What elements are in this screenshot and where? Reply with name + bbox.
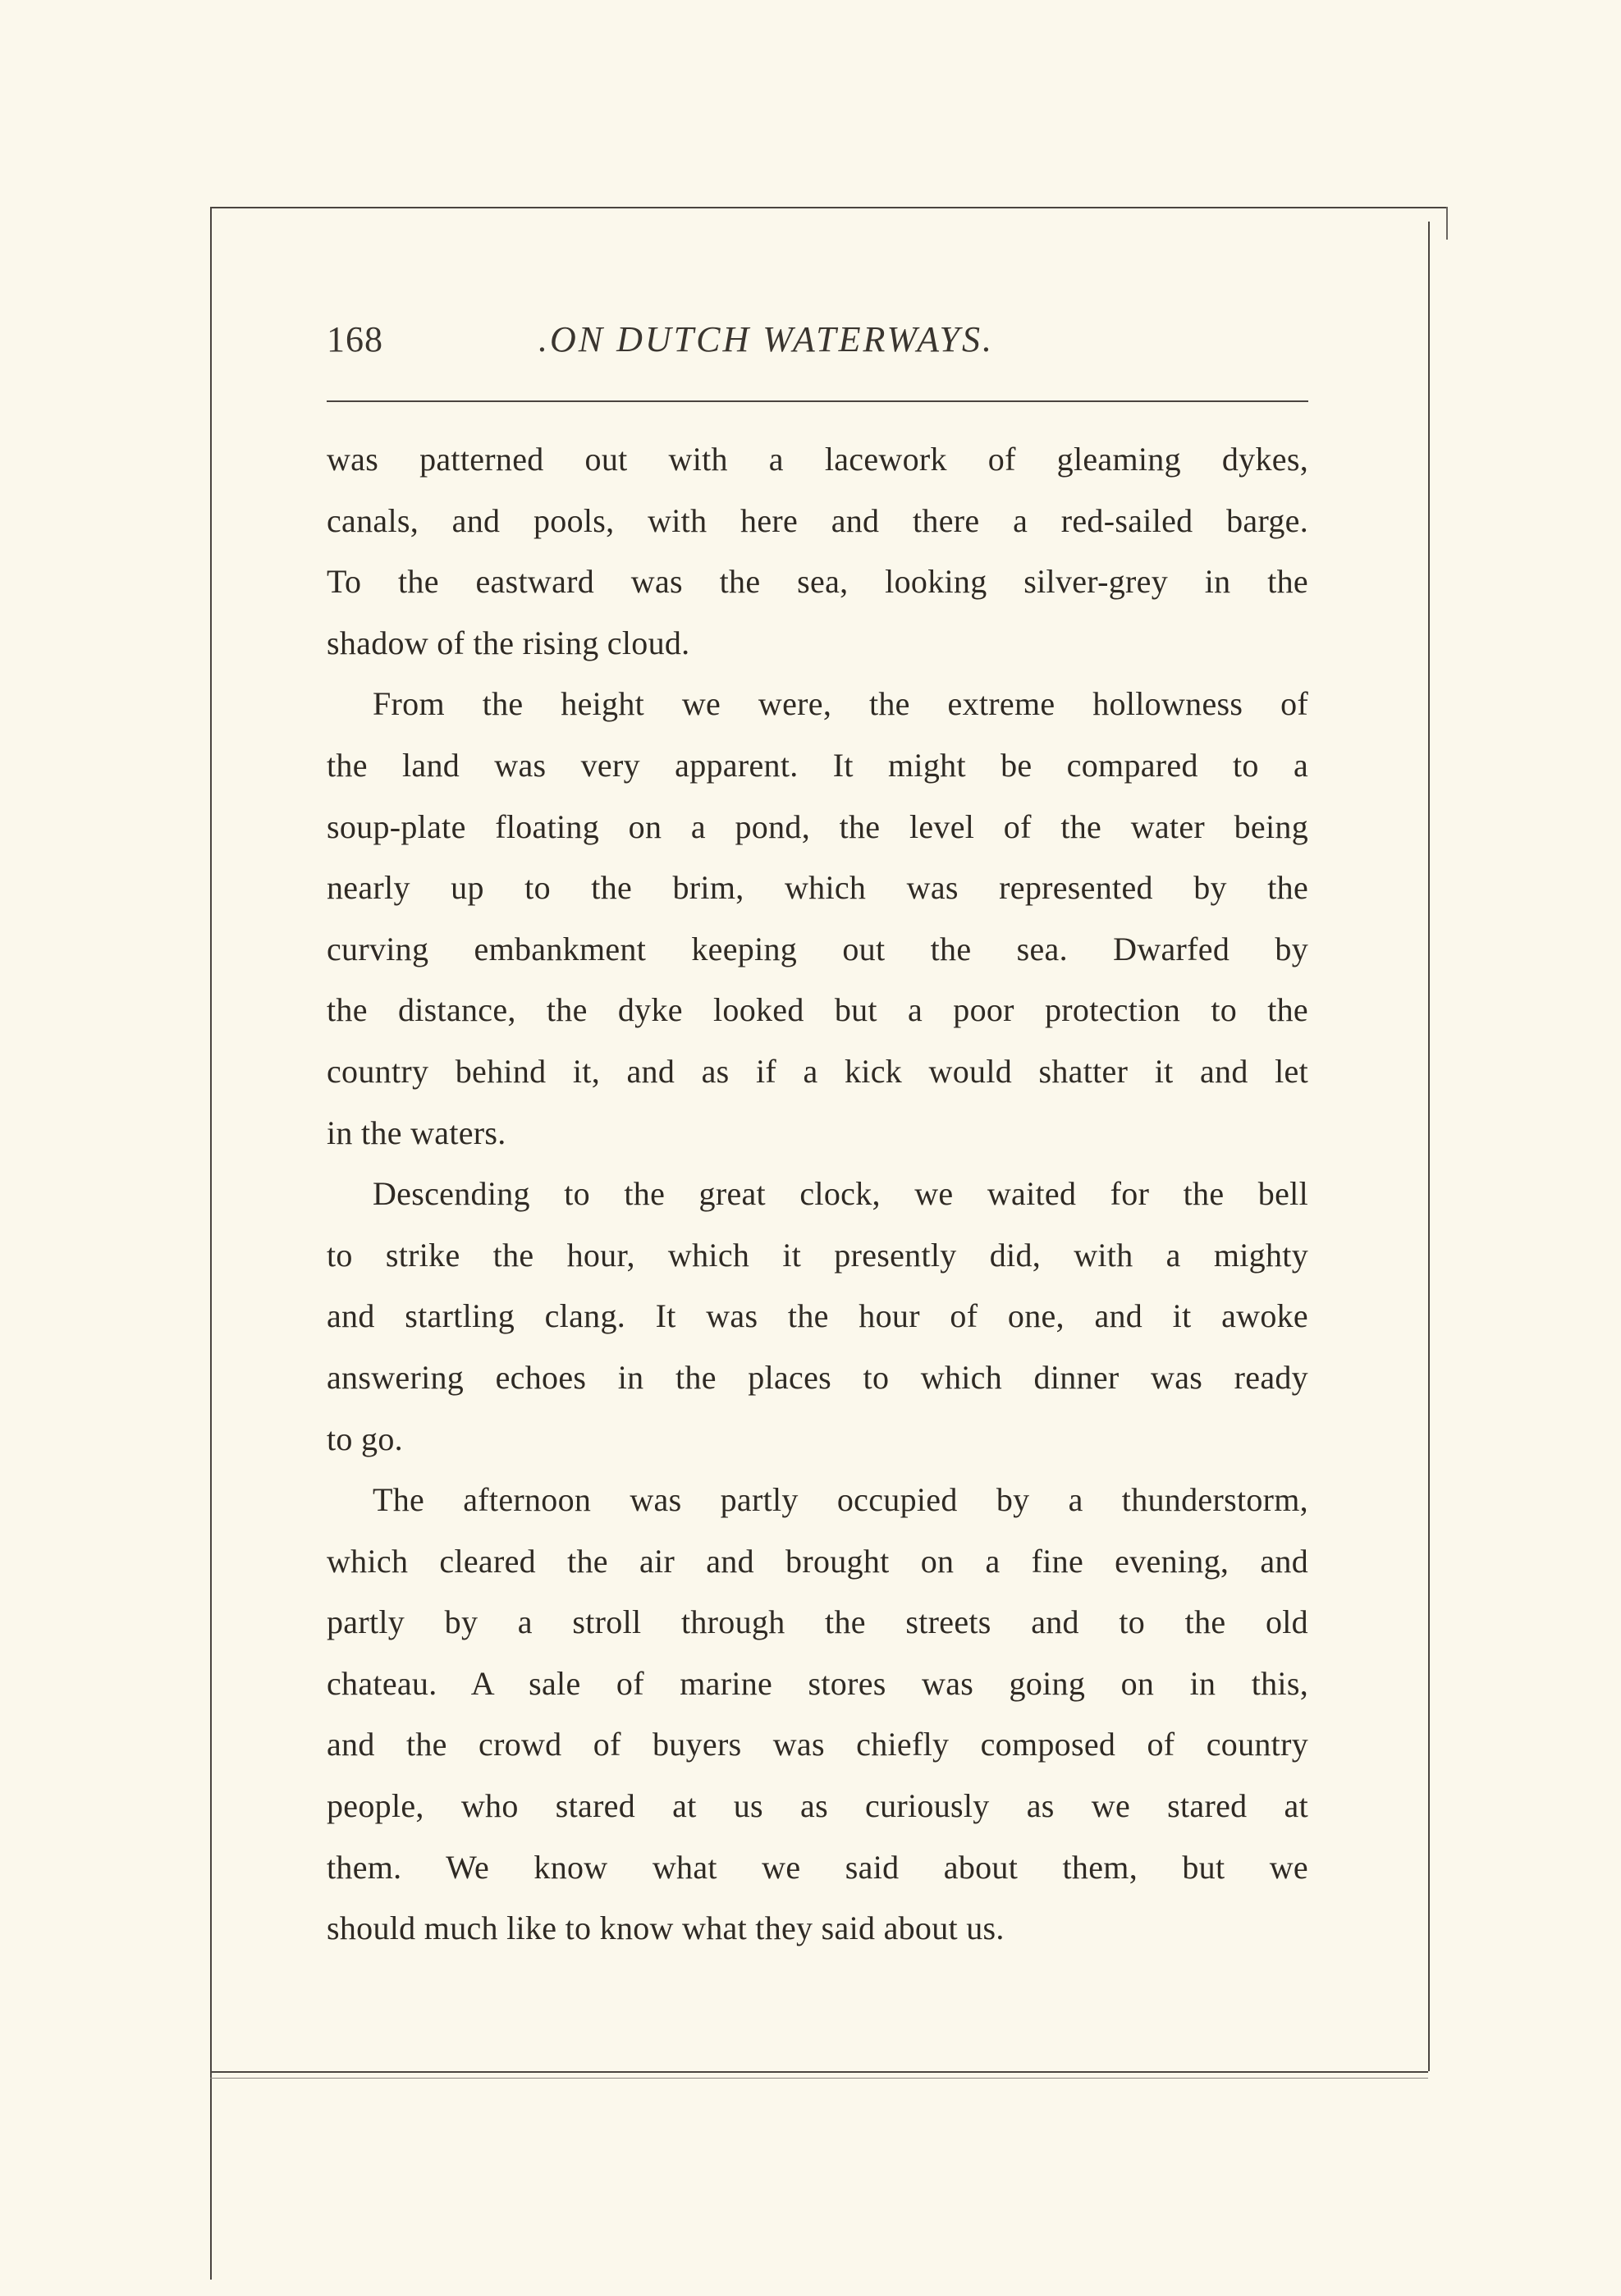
page-number: 168 [327,319,383,359]
body-text [327,435,1308,1965]
paragraph-start-line: From the height we were, the extreme hollowness of [373,685,1308,723]
text-line: them. We know what we said about them, but we [327,1848,1308,1886]
text-line: answering echoes in the places to which dinner was ready [327,1358,1308,1396]
frame-top-border [210,207,1448,208]
header-rule [327,400,1308,402]
text-line: was patterned out with a lacework of gleaming dykes, [327,441,1308,478]
text-line: which cleared the air and brought on a fine evening, and [327,1542,1308,1580]
text-line: should much like to know what they said about us. [327,1910,1005,1947]
text-line: soup-plate floating on a pond, the level of the water being [327,807,1308,845]
text-line: To the eastward was the sea, looking silver-grey in the [327,563,1308,601]
paragraph-start-line: The afternoon was partly occupied by a thunderstorm, [373,1481,1308,1519]
frame-bottom-border [210,2071,1428,2073]
paragraph-start-line: Descending to the great clock, we waited for the bell [373,1175,1308,1213]
text-line: in the waters. [327,1114,506,1151]
frame-left-border [210,207,212,2280]
text-line: nearly up to the brim, which was represented by the [327,869,1308,907]
running-title: .ON DUTCH WATERWAYS. [538,319,995,359]
text-line: the distance, the dyke looked but a poor protection to the [327,991,1308,1029]
text-line: curving embankment keeping out the sea. Dwarfed by [327,930,1308,967]
text-line: chateau. A sale of marine stores was going on in this, [327,1664,1308,1702]
frame-right-border [1428,222,1430,2071]
page-header [327,318,1312,368]
text-line: partly by a stroll through the streets and to the old [327,1603,1308,1641]
text-line: canals, and pools, with here and there a red-sailed barge. [327,501,1308,539]
text-line: and startling clang. It was the hour of one, and it awoke [327,1297,1308,1335]
text-line: the land was very apparent. It might be compared to a [327,746,1308,784]
text-line: and the crowd of buyers was chiefly composed of country [327,1726,1308,1763]
frame-right-outer-border [1446,207,1448,240]
text-line: people, who stared at us as curiously as we stared at [327,1787,1308,1825]
text-line: to go. [327,1420,403,1457]
frame-bottom-border-inner [210,2078,1428,2079]
text-line: country behind it, and as if a kick would shatter it and let [327,1052,1308,1090]
text-line: shadow of the rising cloud. [327,624,690,661]
text-line: to strike the hour, which it presently did, with a mighty [327,1236,1308,1274]
